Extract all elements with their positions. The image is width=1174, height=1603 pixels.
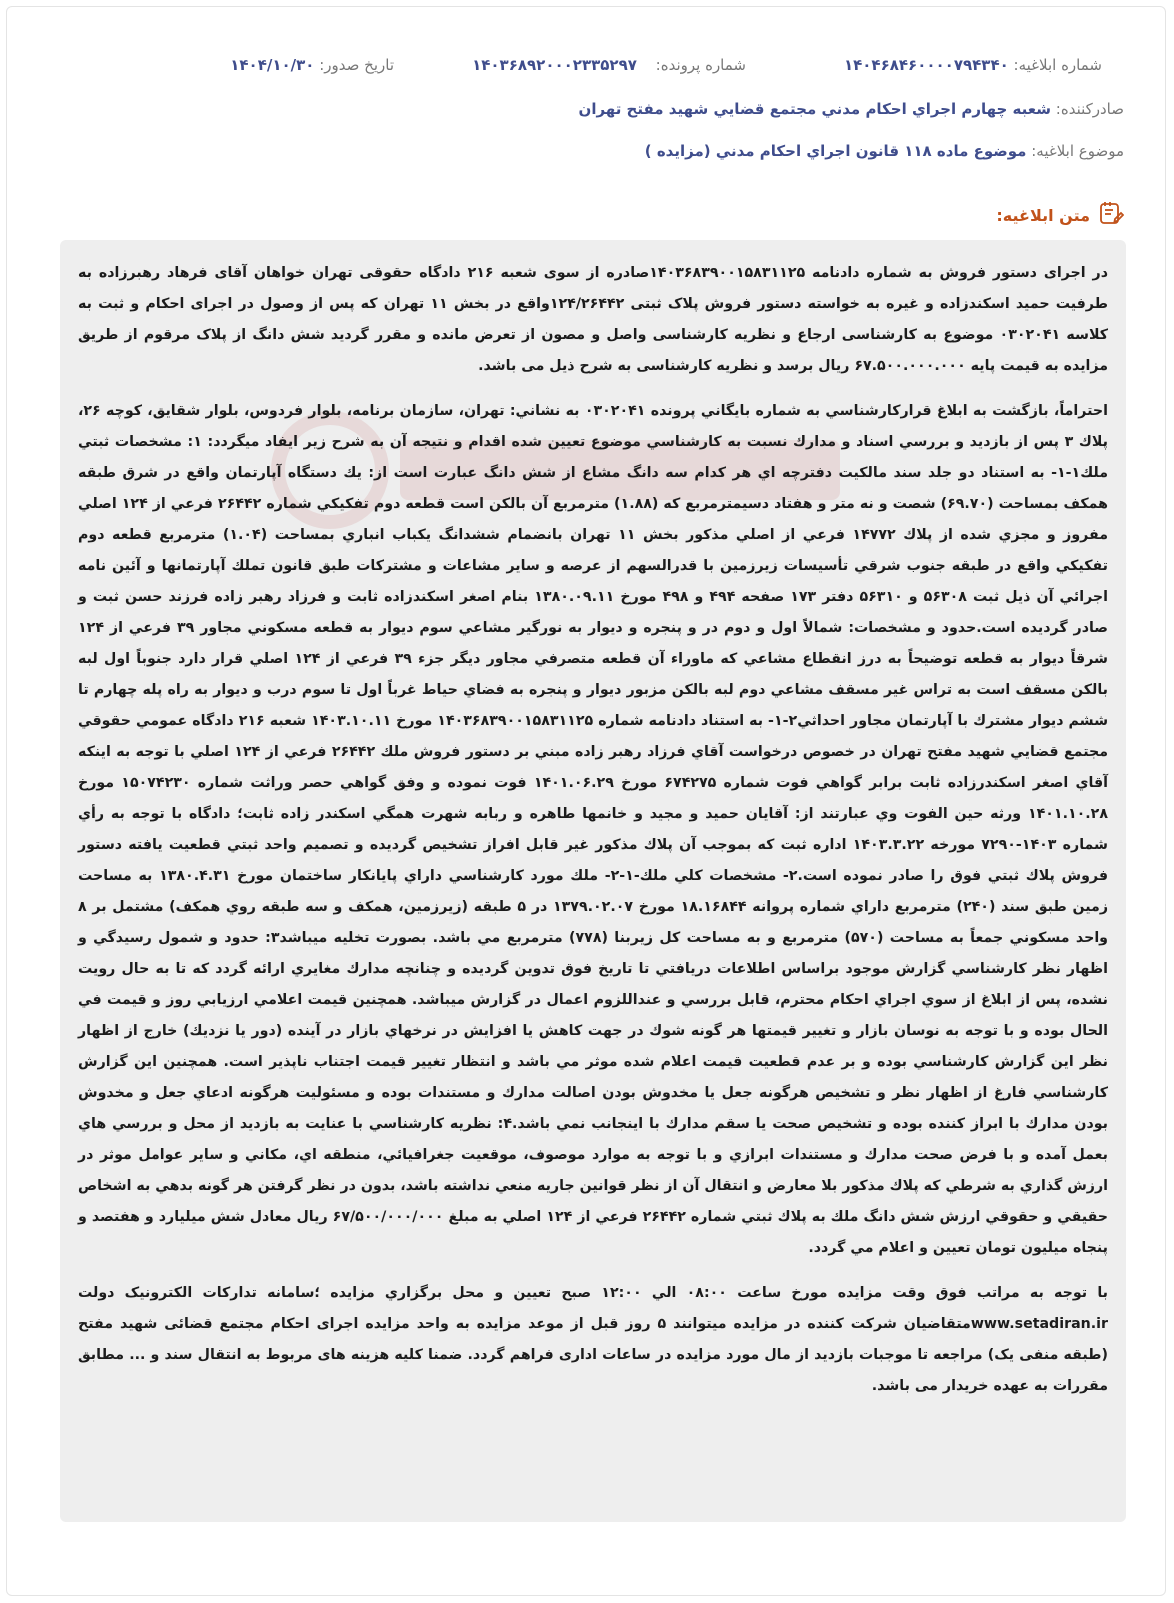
notice-text-title (996, 200, 1124, 230)
case-number-value: ۱۴۰۳۶۸۹۲۰۰۰۲۳۳۵۲۹۷ (472, 56, 637, 74)
issuer-label: صادرکننده: (1055, 100, 1124, 118)
case-number-label: شماره پرونده: (655, 56, 746, 74)
notice-number-label: شماره ابلاغیه: (1013, 56, 1102, 74)
subject-value: موضوع ماده ۱۱۸ قانون اجراي احكام مدني (مزايده ) (644, 142, 1027, 160)
issuer-line (579, 100, 1124, 118)
subject-label: موضوع ابلاغیه: (1031, 142, 1124, 160)
notice-text-title-label: متن ابلاغیه: (996, 205, 1090, 225)
paragraph-intro: در اجرای دستور فروش به شماره دادنامه ۱۴۰۳۶۸۳۹۰۰۱۵۸۳۱۱۲۵صادره از سوی شعبه ۲۱۶ دادگاه حقوقی تهران خواهان آقای فرهاد رهبرزاده به طرفیت حمید اسکندزاده و غیره به خواسته دستور فروش پلاک ثبتی ۱۲۴/۲۶۴۴۲واقع در بخش ۱۱ تهران که پس از وصول در اجرای احکام و ثبت به کلاسه ۰۳۰۲۰۴۱ موضوع به کارشناسی ارجاع و نظریه کارشناسی واصل و مصون از تعرض مانده و مقرر گردید شش دانگ از پلاک مرقوم از طریق مزایده به قیمت پایه ۶۷.۵۰۰.۰۰۰.۰۰۰ ریال برسد و نظریه کارشناسی به شرح ذیل می باشد. (78, 265, 1108, 374)
issuer-value: شعبه چهارم اجراي احكام مدني مجتمع قضايي شهيد مفتح تهران (578, 100, 1051, 118)
subject-line (645, 142, 1124, 160)
issue-date-label: تاریخ صدور: (319, 56, 394, 74)
issue-date (230, 56, 394, 74)
case-number (472, 56, 746, 74)
meta-row (0, 56, 1174, 84)
notice-number-value: ۱۴۰۴۶۸۴۶۰۰۰۰۷۹۴۳۴۰ (843, 56, 1009, 74)
notice-number (844, 56, 1102, 74)
notice-body (60, 240, 1126, 1522)
document-edit-icon (1098, 200, 1124, 230)
issue-date-value: ۱۴۰۴/۱۰/۳۰ (230, 56, 315, 74)
paragraph-expert-report: احتراماً، بازگشت به ابلاغ قرارکارشناسي به شماره بايگاني پرونده ۰۳۰۲۰۴۱ به نشاني: تهران، سازمان برنامه، بلوار فردوس، بلوار شقايق، كوچه ۲۶، پلاك ۳ پس از بازديد و بررسي اسناد و مدارك نسبت به كارشناسي موضوع تعيين شده اقدام و نتيجه آن به شرح زير ايفاد ميگردد: ۱: مشخصات ثبتي ملك۱-۱- به استناد دو جلد سند مالكيت دفترچه اي هر كدام سه دانگ مشاع از شش دانگ عبارت است از: يك دستگاه آپارتمان واقع در شرق طبقه همكف بمساحت (۶۹.۷۰) شصت و نه متر و هفتاد دسيمترمربع كه (۱.۸۸) مترمربع آن بالكن است قطعه دوم تفكيكي شماره ۲۶۴۴۲ فرعي از ۱۲۴ اصلي مفروز و مجزي شده از پلاك ۱۴۷۷۲ فرعي از اصلي مذكور بخش ۱۱ تهران بانضمام ششدانگ يكباب انباري بمساحت (۱.۰۴) مترمربع قطعه دوم تفكيكي واقع در طبقه جنوب شرقي تأسيسات زيرزمين با قدرالسهم از عرصه و ساير مشاعات و مشتركات طبق قانون تملك آپارتمانها و آئين نامه اجرائي آن ذيل ثبت ۵۶۳۰۸ و ۵۶۳۱۰ دفتر ۱۷۳ صفحه ۴۹۴ و ۴۹۸ مورخ ۱۳۸۰.۰۹.۱۱ بنام اصغر اسكندزاده ثابت و فرزاد رهبر زاده فرزند حسن ثبت و صادر گرديده است.حدود و مشخصات: شمالاً اول و دوم در و پنجره و ديوار به نورگير مشاعي سوم ديوار به قطعه مسكوني مجاور ۳۹ فرعي از ۱۲۴ شرقاً ديوار به قطعه توضيحاً به درز انقطاع مشاعي كه ماوراء آن قطعه متصرفي مجاور ديگر جزء ۳۹ فرعي از ۱۲۴ اصلي قرار دارد جنوباً اول لبه بالكن مسقف است به تراس غير مسقف مشاعي دوم لبه بالكن مزبور ديوار و پنجره به فضاي حياط غرباً اول تا سوم درب و ديوار به راه پله چهارم تا ششم ديوار مشترك با آپارتمان مجاور احداثي۲-۱- به استناد دادنامه شماره ۱۴۰۳۶۸۳۹۰۰۱۵۸۳۱۱۲۵ مورخ ۱۴۰۳.۱۰.۱۱ شعبه ۲۱۶ دادگاه عمومي حقوقي مجتمع قضايي شهيد مفتح تهران در خصوص درخواست آقاي فرزاد رهبر زاده مبني بر دستور فروش ملك ۲۶۴۴۲ فرعي از ۱۲۴ اصلي با توجه به اينكه آقاي اصغر اسكندرزاده ثابت برابر گواهي فوت شماره ۶۷۴۲۷۵ مورخ ۱۴۰۱.۰۶.۲۹ فوت نموده و وفق گواهي حصر وراثت شماره ۱۵۰۷۴۲۳۰ مورخ ۱۴۰۱.۱۰.۲۸ ورثه حين الفوت وي عبارتند از: آقايان حميد و مجيد و خانمها طاهره و ربابه شهرت همگي اسكندر زاده ثابت؛ دادگاه با توجه به رأي شماره ۱۴۰۳-۷۲۹۰ مورخه ۱۴۰۳.۳.۲۲ اداره ثبت كه بموجب آن پلاك مذكور غير قابل افراز تشخيص گرديده و تصميم واحد ثبتي قطعيت يافته دستور فروش پلاك ثبتي فوق را صادر نموده است.۲- مشخصات كلي ملك-۱-۲- ملك مورد كارشناسي داراي پايانكار ساختمان مورخ ۱۳۸۰.۴.۳۱ به مساحت زمين طبق سند (۲۴۰) مترمربع داراي شماره پروانه ۱۸.۱۶۸۴۴ مورخ ۱۳۷۹.۰۲.۰۷ در ۵ طبقه (زيرزمين، همكف و سه طبقه روي همكف) مشتمل بر ۸ واحد مسكوني جمعاً به مساحت (۵۷۰) مترمربع و به مساحت كل زيربنا (۷۷۸) مترمربع مي باشد. بصورت تخليه ميباشد۳: حدود و شمول رسيدگي و اظهار نظر كارشناسي گزارش موجود براساس اطلاعات دريافتي تا تاريخ فوق تدوين گرديده و چنانچه مدارك مغايري ارائه گردد كه تا به حال رويت نشده، پس از ابلاغ از سوي اجراي احكام محترم، قابل بررسي و عنداللزوم اعمال در گزارش ميباشد. همچنين قيمت اعلامي ارزيابي روز و قيمت في الحال بوده و با توجه به نوسان بازار و تغيير قيمتها هر گونه شوك در جهت كاهش يا افزايش در نرخهاي بازار در آينده (دور يا نزديك) خارج از اظهار نظر اين گزارش كارشناسي بوده و بر عدم قطعيت قيمت اعلام شده موثر مي باشد و انتظار تغيير قيمت اجتناب ناپذير است. همچنين اين گزارش كارشناسي فارغ از اظهار نظر و تشخيص هرگونه جعل يا مخدوش بودن اصالت مدارك و مستندات بوده و مسئوليت هرگونه ادعاي جعل و مخدوش بودن مدارك با ابراز كننده بوده و تشخيص صحت يا سقم مدارك با اينجانب نمي باشد.۴: نظريه كارشناسي با عنايت به بازديد از محل و بررسي هاي بعمل آمده و با فرض صحت مدارك و مستندات ابرازي و با توجه به موارد موصوف، موقعيت جغرافيائي، منطقه اي، مكاني و ساير عوامل موثر در ارزش گذاري به شرطي كه پلاك مذكور بلا معارض و انتقال آن از نظر قوانين جاريه منعي نداشته باشد، بدون در نظر گرفتن هر گونه بدهي به اشخاص حقيقي و حقوقي ارزش شش دانگ ملك به پلاك ثبتي شماره ۲۶۴۴۲ فرعي از ۱۲۴ اصلي به مبلغ ۶۷/۵۰۰/۰۰۰/۰۰۰ ريال معادل شش ميليارد و هفتصد و پنجاه ميليون تومان تعيين و اعلام مي گردد. (78, 403, 1109, 1256)
paragraph-auction-details: با توجه به مراتب فوق وقت مزایده مورخ ساعت ۰۸:۰۰ الي ۱۲:۰۰ صبح تعیین و محل برگزاري مزايده ؛سامانه تدارکات الکترونیک دولت www.setadiran.irمتقاضیان شرکت کننده در مزایده میتوانند ۵ روز قبل از موعد مزایده به واحد مزایده اجرای احکام مجتمع قضائی شهید مفتح (طبقه منفی یک) مراجعه تا موجبات بازدید از مال مورد مزایده در ساعات اداری فراهم گردد. ضمنا کلیه هزینه های مربوط به انتقال سند و ... مطابق مقررات به عهده خریدار می باشد. (78, 1285, 1108, 1394)
